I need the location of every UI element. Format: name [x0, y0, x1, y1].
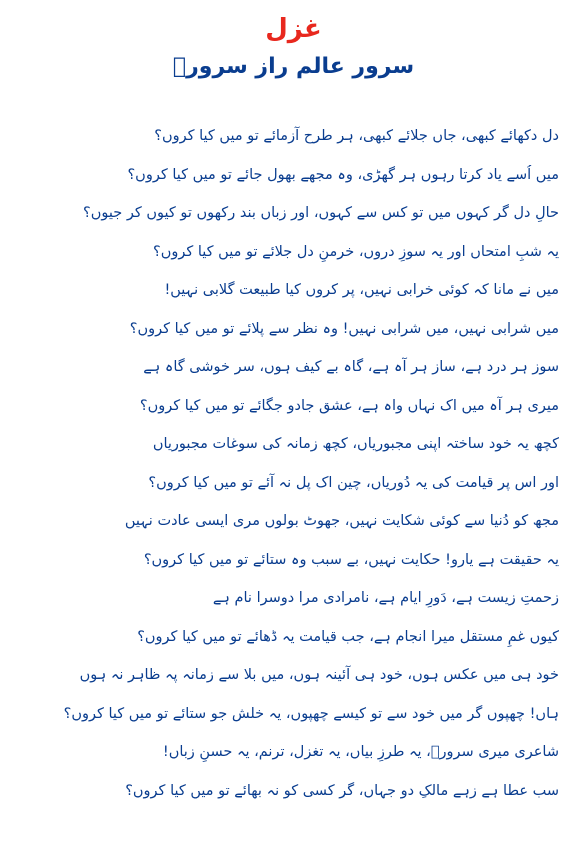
poem-body — [39, 126, 559, 819]
verse-line: ہاں! چھپوں گر میں خود سے تو کیسے چھپوں، یہ خلش جو ستائے تو میں کیا کروں؟ — [63, 705, 559, 722]
verse-line: خود ہی میں عکس ہوں، خود ہی آئینہ ہوں، میں بلا سے زمانہ پہ ظاہر نہ ہوں — [79, 667, 559, 683]
verse-line: میں شرابی نہیں، میں شرابی نہیں! وہ نظر سے پلائے تو میں کیا کروں؟ — [129, 320, 559, 337]
verse-line: کچھ یہ خود ساختہ اپنی مجبوریاں، کچھ زمانہ کی سوغات مجبوریاں — [152, 436, 559, 452]
verse-line: میں اُسے یاد کرتا رہوں ہر گھڑی، وہ مجھے بھول جائے تو میں کیا کروں؟ — [127, 166, 559, 183]
poet-name: سرور عالم راز سرورؔ — [172, 54, 415, 79]
verse-line: یہ شبِ امتحاں اور یہ سوزِ دروں، خرمنِ دل جلائے تو میں کیا کروں؟ — [153, 243, 559, 260]
verse-line: سب عطا ہے زہے مالکِ دو جہاں، گر کسی کو نہ بھائے تو میں کیا کروں؟ — [125, 782, 559, 799]
poem-title: غزل — [265, 14, 322, 44]
verse-line: مجھ کو دُنیا سے کوئی شکایت نہیں، جھوٹ بولوں مری ایسی عادت نہیں — [124, 513, 559, 529]
verse-line: سوز ہر درد ہے، ساز ہر آہ ہے، گاہ بے کیف ہوں، سر خوشی گاہ ہے — [143, 359, 559, 375]
verse-line: زحمتِ زیست ہے، دَورِ ایام ہے، نامرادی مرا دوسرا نام ہے — [212, 590, 559, 606]
verse-line: میری ہر آہ میں اک نہاں واہ ہے، عشق جادو جگائے تو میں کیا کروں؟ — [139, 397, 559, 414]
verse-line: دل دکھائے کبھی، جاں جلائے کبھی، ہر طرح آزمائے تو میں کیا کروں؟ — [154, 128, 559, 144]
verse-line: یہ حقیقت ہے یارو! حکایت نہیں، بے سبب وہ ستائے تو میں کیا کروں؟ — [143, 551, 559, 568]
verse-line: میں نے مانا کہ کوئی خرابی نہیں، پر کروں کیا طبیعت گلابی نہیں! — [164, 282, 559, 298]
verse-line: اور اس پر قیامت کی یہ دُوریاں، چین اک پل نہ آئے تو میں کیا کروں؟ — [148, 474, 559, 491]
verse-line: حالِ دل گر کہوں میں تو کس سے کہوں، اور زباں بند رکھوں تو کیوں کر جیوں؟ — [83, 205, 559, 221]
verse-line: کیوں غمِ مستقل میرا انجام ہے، جب قیامت یہ ڈھائے تو میں کیا کروں؟ — [137, 628, 559, 645]
verse-line: شاعری میری سرورؔ، یہ طرزِ بیاں، یہ تغزل، ترنم، یہ حسنِ زباں! — [162, 744, 559, 760]
